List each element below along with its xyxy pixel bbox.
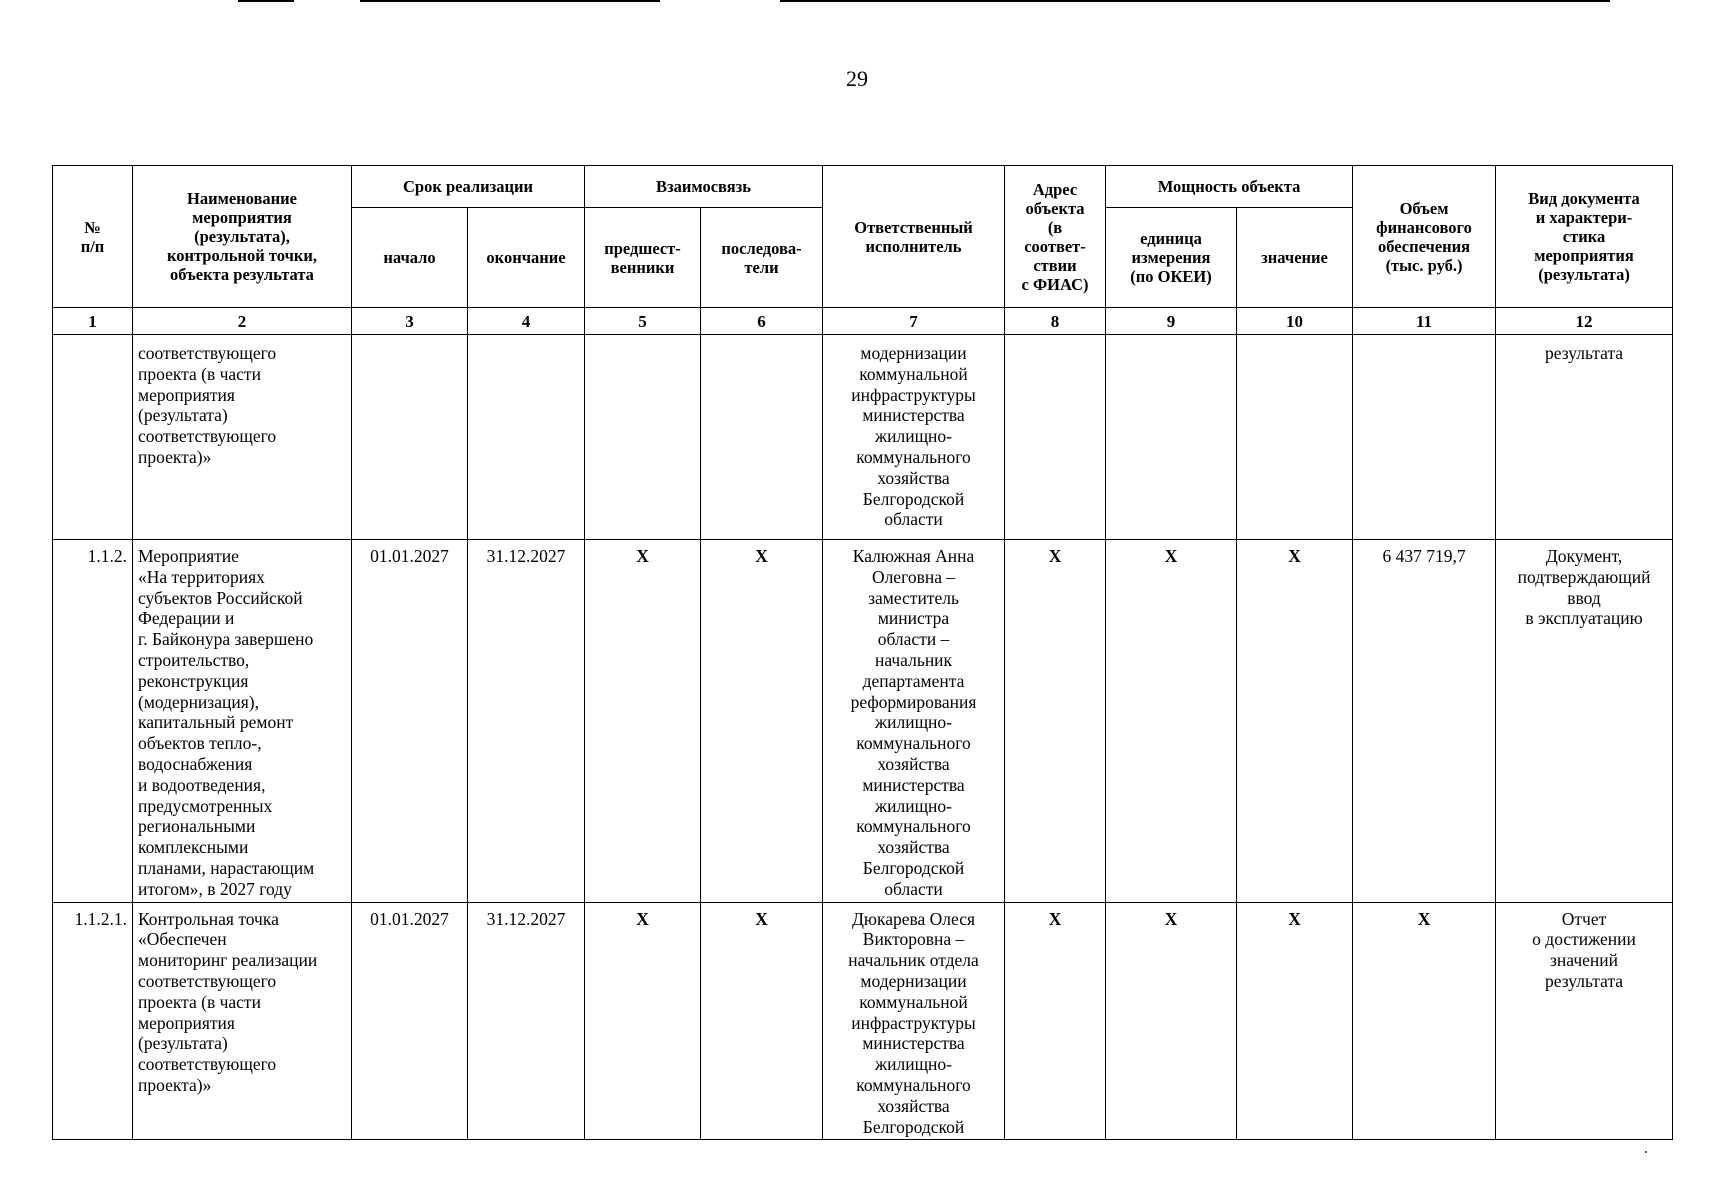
- column-number: 3: [352, 308, 468, 335]
- cell-unit: X: [1106, 540, 1237, 903]
- cell-successors: X: [701, 902, 823, 1140]
- header-group-link: Взаимосвязь: [585, 166, 823, 208]
- column-number: 1: [53, 308, 133, 335]
- column-number: 12: [1496, 308, 1673, 335]
- cell-address: X: [1005, 902, 1106, 1140]
- column-number: 11: [1353, 308, 1496, 335]
- column-number-row: [53, 308, 1673, 335]
- scan-speck: [1645, 1151, 1647, 1153]
- cell-predecessors: [585, 335, 701, 540]
- cell-num: 1.1.2.: [53, 540, 133, 903]
- cell-successors: X: [701, 540, 823, 903]
- plan-table: [52, 165, 1673, 1140]
- cell-end: [468, 335, 585, 540]
- cell-value: [1237, 335, 1353, 540]
- header-col-address: Адрес объекта (в соответ- ствии с ФИАС): [1005, 166, 1106, 308]
- cell-num: 1.1.2.1.: [53, 902, 133, 1140]
- column-number: 4: [468, 308, 585, 335]
- cell-finance: [1353, 335, 1496, 540]
- cell-start: [352, 335, 468, 540]
- cell-document: результата: [1496, 335, 1673, 540]
- cell-finance: X: [1353, 902, 1496, 1140]
- header-col-document: Вид документа и характери- стика мероприятия (результата): [1496, 166, 1673, 308]
- column-number: 10: [1237, 308, 1353, 335]
- page-number: 29: [846, 66, 868, 91]
- cell-start: 01.01.2027: [352, 540, 468, 903]
- table-row: [53, 335, 1673, 540]
- column-number: 7: [823, 308, 1005, 335]
- table-header: [53, 166, 1673, 335]
- cell-value: X: [1237, 902, 1353, 1140]
- header-group-term: Срок реализации: [352, 166, 585, 208]
- header-col-unit: единица измерения (по ОКЕИ): [1106, 208, 1237, 308]
- cell-unit: X: [1106, 902, 1237, 1140]
- top-rule-left: [238, 0, 294, 2]
- column-number: 8: [1005, 308, 1106, 335]
- cell-num: [53, 335, 133, 540]
- cell-name: Контрольная точка «Обеспечен мониторинг реализации соответствующего проекта (в части мероприятия (результата) соответствующего проекта)»: [133, 902, 352, 1140]
- cell-address: X: [1005, 540, 1106, 903]
- cell-responsible: Калюжная Анна Олеговна – заместитель министра области – начальник департамента реформирования жилищно- коммунального хозяйства министерства жилищно- коммунального хозяйства Белгородской области: [823, 540, 1005, 903]
- column-number: 2: [133, 308, 352, 335]
- table-row: [53, 540, 1673, 903]
- table-row: [53, 902, 1673, 1140]
- column-number: 9: [1106, 308, 1237, 335]
- header-col-predecessors: предшест- венники: [585, 208, 701, 308]
- cell-end: 31.12.2027: [468, 540, 585, 903]
- cell-unit: [1106, 335, 1237, 540]
- cell-responsible: Дюкарева Олеся Викторовна – начальник отдела модернизации коммунальной инфраструктуры министерства жилищно- коммунального хозяйства Белгородской: [823, 902, 1005, 1140]
- cell-predecessors: X: [585, 902, 701, 1140]
- cell-name: соответствующего проекта (в части мероприятия (результата) соответствующего проекта)»: [133, 335, 352, 540]
- cell-start: 01.01.2027: [352, 902, 468, 1140]
- header-col-start: начало: [352, 208, 468, 308]
- column-number: 6: [701, 308, 823, 335]
- top-rule-middle: [360, 0, 660, 2]
- table-body: [53, 335, 1673, 1140]
- header-col-responsible: Ответственный исполнитель: [823, 166, 1005, 308]
- header-group-power: Мощность объекта: [1106, 166, 1353, 208]
- column-number: 5: [585, 308, 701, 335]
- cell-document: Отчет о достижении значений результата: [1496, 902, 1673, 1140]
- header-col-finance: Объем финансового обеспечения (тыс. руб.): [1353, 166, 1496, 308]
- cell-predecessors: X: [585, 540, 701, 903]
- header-col-successors: последова- тели: [701, 208, 823, 308]
- top-rule-right: [780, 0, 1610, 2]
- cell-document: Документ, подтверждающий ввод в эксплуатацию: [1496, 540, 1673, 903]
- header-col-end: окончание: [468, 208, 585, 308]
- cell-successors: [701, 335, 823, 540]
- cell-value: X: [1237, 540, 1353, 903]
- cell-finance: 6 437 719,7: [1353, 540, 1496, 903]
- header-col-name: Наименование мероприятия (результата), контрольной точки, объекта результата: [133, 166, 352, 308]
- cell-end: 31.12.2027: [468, 902, 585, 1140]
- header-col-num: № п/п: [53, 166, 133, 308]
- cell-responsible: модернизации коммунальной инфраструктуры министерства жилищно- коммунального хозяйства Белгородской области: [823, 335, 1005, 540]
- cell-address: [1005, 335, 1106, 540]
- header-col-value: значение: [1237, 208, 1353, 308]
- cell-name: Мероприятие «На территориях субъектов Российской Федерации и г. Байконура завершено строительство, реконструкция (модернизация), капитальный ремонт объектов тепло-, водоснабжения и водоотведения, предусмотренных региональными комплексными планами, нарастающим итогом», в 2027 году: [133, 540, 352, 903]
